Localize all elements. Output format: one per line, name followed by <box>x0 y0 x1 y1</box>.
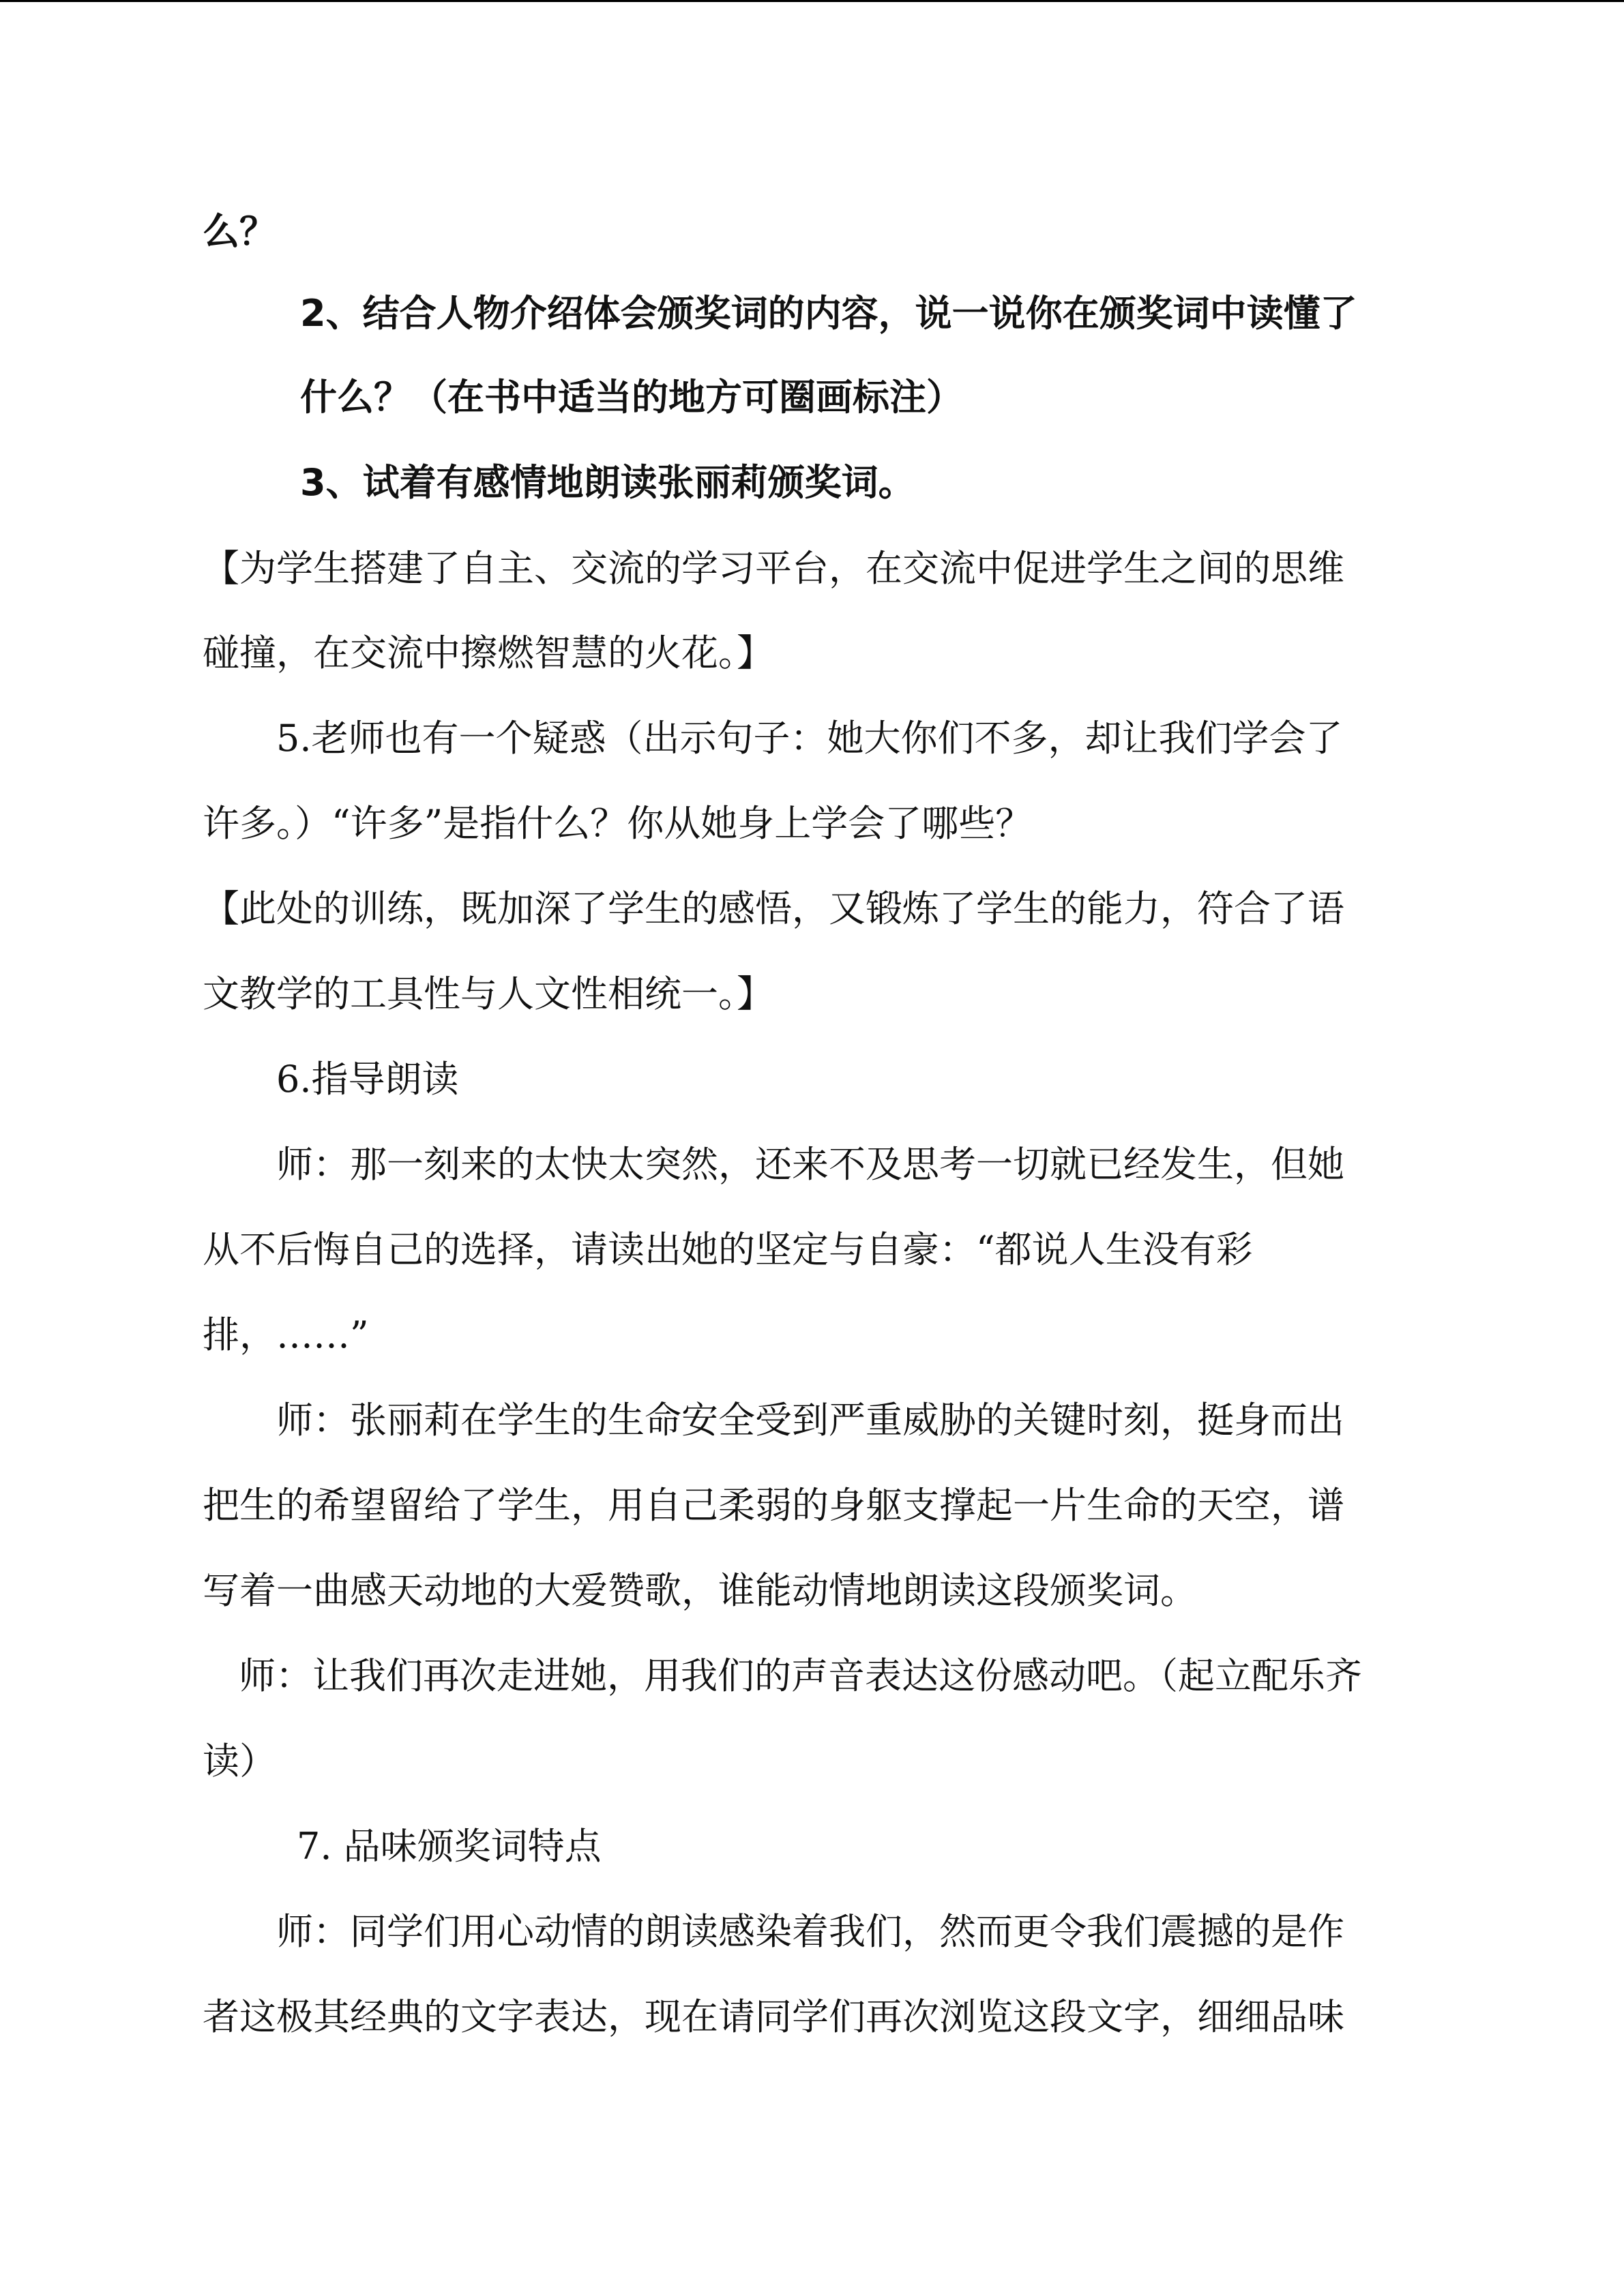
text-line: 师：那一刻来的太快太突然，还来不及思考一切就已经发生，但她 <box>276 1143 1344 1186</box>
text-line: 碰撞，在交流中擦燃智慧的火花。】 <box>203 631 773 674</box>
text-line: 写着一曲感天动地的大爱赞歌，谁能动情地朗读这段颁奖词。 <box>203 1569 1197 1612</box>
text-line: 排，……” <box>203 1313 369 1356</box>
text-line: 5.老师也有一个疑惑（出示句子：她大你们不多，却让我们学会了 <box>276 717 1343 760</box>
text-line: 【为学生搭建了自主、交流的学习平台，在交流中促进学生之间的思维 <box>203 547 1344 590</box>
text-line: 3、试着有感情地朗读张丽莉颁奖词。 <box>300 461 915 504</box>
text-line: 文教学的工具性与人文性相统一。】 <box>203 972 773 1015</box>
text-line: 么？ <box>203 210 276 253</box>
text-line: 读） <box>203 1740 276 1783</box>
text-line: 师：同学们用心动情的朗读感染着我们，然而更令我们震撼的是作 <box>276 1910 1344 1953</box>
text-line: 者这极其经典的文字表达，现在请同学们再次浏览这段文字，细细品味 <box>203 1995 1344 2038</box>
page-top-border <box>0 0 1624 2</box>
text-line: 师：让我们再次走进她，用我们的声音表达这份感动吧。（起立配乐齐 <box>239 1654 1362 1697</box>
text-line: 【此处的训练，既加深了学生的感悟，又锻炼了学生的能力，符合了语 <box>203 887 1344 930</box>
text-line: 6.指导朗读 <box>276 1058 459 1101</box>
text-line: 2、结合人物介绍体会颁奖词的内容，说一说你在颁奖词中读懂了 <box>300 292 1357 335</box>
text-line: 从不后悔自己的选择，请读出她的坚定与自豪：“都说人生没有彩 <box>203 1228 1253 1271</box>
text-line: 什么？（在书中适当的地方可圈画标注） <box>300 376 963 419</box>
text-line: 7. 品味颁奖词特点 <box>297 1825 602 1868</box>
text-line: 师：张丽莉在学生的生命安全受到严重威胁的关键时刻，挺身而出 <box>276 1399 1344 1442</box>
text-line: 许多。）“许多”是指什么？你从她身上学会了哪些？ <box>203 802 1033 845</box>
text-line: 把生的希望留给了学生，用自己柔弱的身躯支撑起一片生命的天空，谱 <box>203 1484 1344 1527</box>
